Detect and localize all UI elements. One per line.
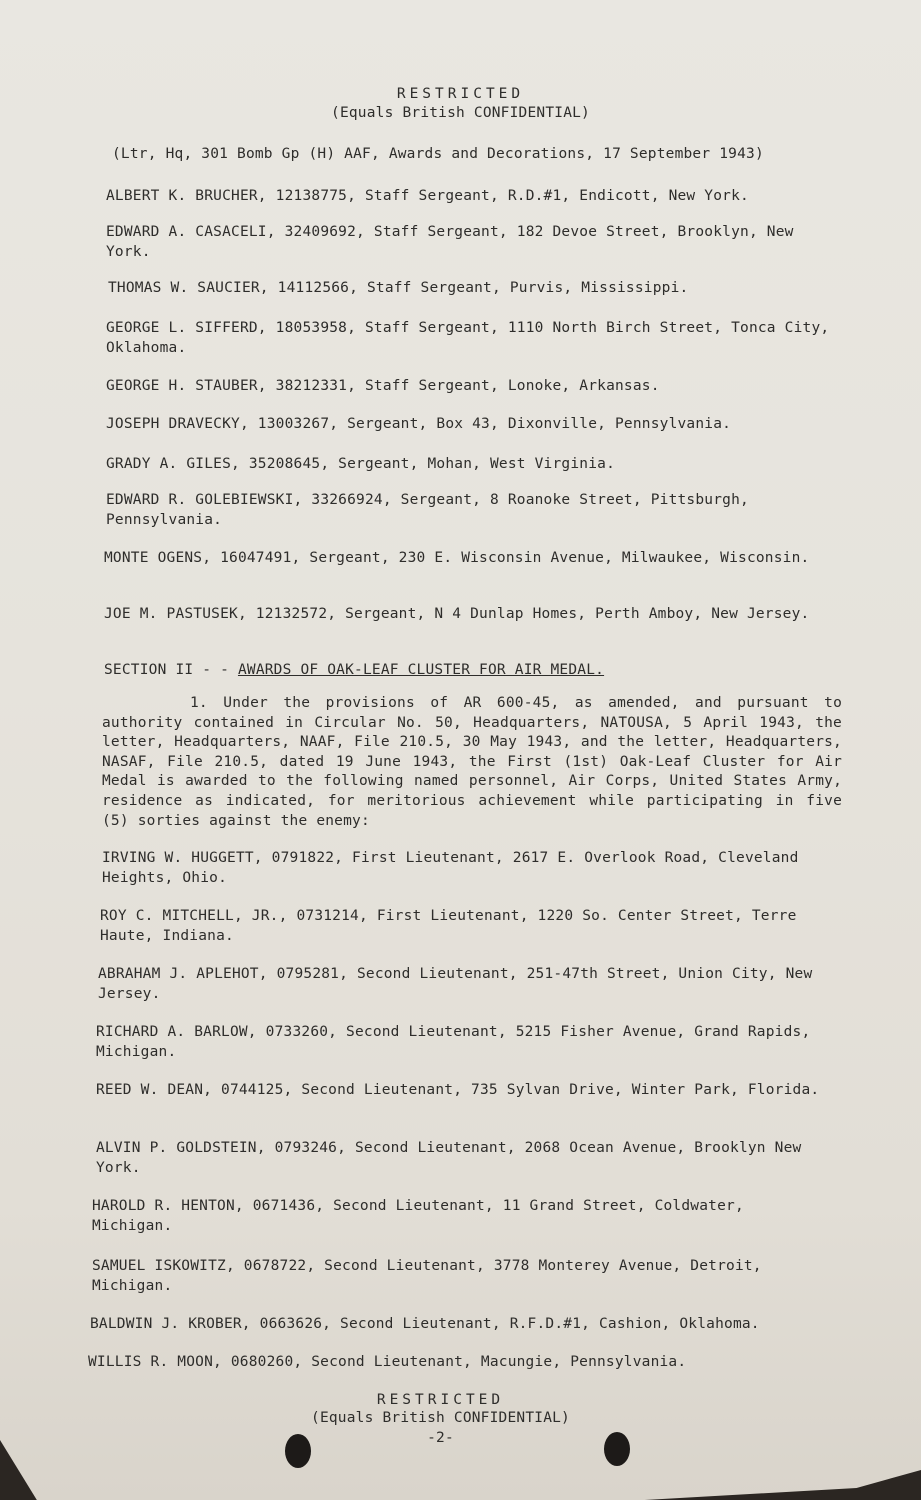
- section-number: SECTION II - -: [104, 662, 238, 678]
- punch-hole: [604, 1432, 630, 1466]
- punch-hole: [285, 1434, 311, 1468]
- list-item: ALBERT K. BRUCHER, 12138775, Staff Sergeant, R.D.#1, Endicott, New York.: [106, 188, 749, 204]
- list-item: EDWARD R. GOLEBIEWSKI, 33266924, Sergeant, 8 Roanoke Street, Pittsburgh, Pennsylvania.: [106, 492, 749, 528]
- list-item: THOMAS W. SAUCIER, 14112566, Staff Sergeant, Purvis, Mississippi.: [108, 280, 689, 296]
- list-item: RICHARD A. BARLOW, 0733260, Second Lieutenant, 5215 Fisher Avenue, Grand Rapids, Michigan.: [96, 1024, 811, 1060]
- list-item: JOSEPH DRAVECKY, 13003267, Sergeant, Box 43, Dixonville, Pennsylvania.: [106, 416, 732, 432]
- footer-classification: RESTRICTED: [376, 1392, 505, 1408]
- list-item: GEORGE L. SIFFERD, 18053958, Staff Sergeant, 1110 North Birch Street, Tonca City, Oklahoma.: [106, 320, 830, 356]
- page-number: -2-: [427, 1430, 454, 1446]
- list-item: ABRAHAM J. APLEHOT, 0795281, Second Lieutenant, 251-47th Street, Union City, New Jersey.: [98, 966, 813, 1002]
- section-heading: [104, 662, 604, 678]
- list-item: WILLIS R. MOON, 0680260, Second Lieutenant, Macungie, Pennsylvania.: [88, 1354, 687, 1370]
- list-item: EDWARD A. CASACELI, 32409692, Staff Sergeant, 182 Devoe Street, Brooklyn, New York.: [106, 224, 794, 260]
- list-item: SAMUEL ISKOWITZ, 0678722, Second Lieutenant, 3778 Monterey Avenue, Detroit, Michigan.: [92, 1258, 762, 1294]
- list-item: GEORGE H. STAUBER, 38212331, Staff Sergeant, Lonoke, Arkansas.: [106, 378, 660, 394]
- list-item: BALDWIN J. KROBER, 0663626, Second Lieutenant, R.F.D.#1, Cashion, Oklahoma.: [90, 1316, 760, 1332]
- header-equivalence: (Equals British CONFIDENTIAL): [331, 105, 590, 121]
- list-item: ROY C. MITCHELL, JR., 0731214, First Lieutenant, 1220 So. Center Street, Terre Haute, Indiana.: [100, 908, 797, 944]
- reference-line: (Ltr, Hq, 301 Bomb Gp (H) AAF, Awards and Decorations, 17 September 1943): [112, 146, 764, 162]
- body-paragraph: 1. Under the provisions of AR 600-45, as amended, and pursuant to authority contained in Circular No. 50, Headquarters, NATOUSA, 5 April 1943, the letter, Headquarters, NAAF, File 210.5, 30 May 1943, and the letter, Headquarters, NASAF, File 210.5, dated 19 June 1943, the First (1st) Oak-Leaf Cluster for Air Medal is awarded to the following named personnel, Air Corps, United States Army, residence as indicated, for meritorious achievement while participating in five (5) sorties against the enemy:: [102, 695, 842, 829]
- list-item: HAROLD R. HENTON, 0671436, Second Lieutenant, 11 Grand Street, Coldwater, Michigan.: [92, 1198, 744, 1234]
- header-classification: RESTRICTED: [396, 86, 525, 102]
- list-item: ALVIN P. GOLDSTEIN, 0793246, Second Lieutenant, 2068 Ocean Avenue, Brooklyn New York.: [96, 1140, 802, 1176]
- list-item: JOE M. PASTUSEK, 12132572, Sergeant, N 4 Dunlap Homes, Perth Amboy, New Jersey.: [104, 606, 810, 622]
- list-item: IRVING W. HUGGETT, 0791822, First Lieutenant, 2617 E. Overlook Road, Cleveland Heights, Ohio.: [102, 850, 799, 886]
- section-title: AWARDS OF OAK-LEAF CLUSTER FOR AIR MEDAL.: [237, 662, 605, 678]
- list-item: GRADY A. GILES, 35208645, Sergeant, Mohan, West Virginia.: [106, 456, 615, 472]
- list-item: MONTE OGENS, 16047491, Sergeant, 230 E. Wisconsin Avenue, Milwaukee, Wisconsin.: [104, 550, 810, 566]
- list-item: REED W. DEAN, 0744125, Second Lieutenant, 735 Sylvan Drive, Winter Park, Florida.: [96, 1082, 820, 1098]
- footer-equivalence: (Equals British CONFIDENTIAL): [311, 1410, 570, 1426]
